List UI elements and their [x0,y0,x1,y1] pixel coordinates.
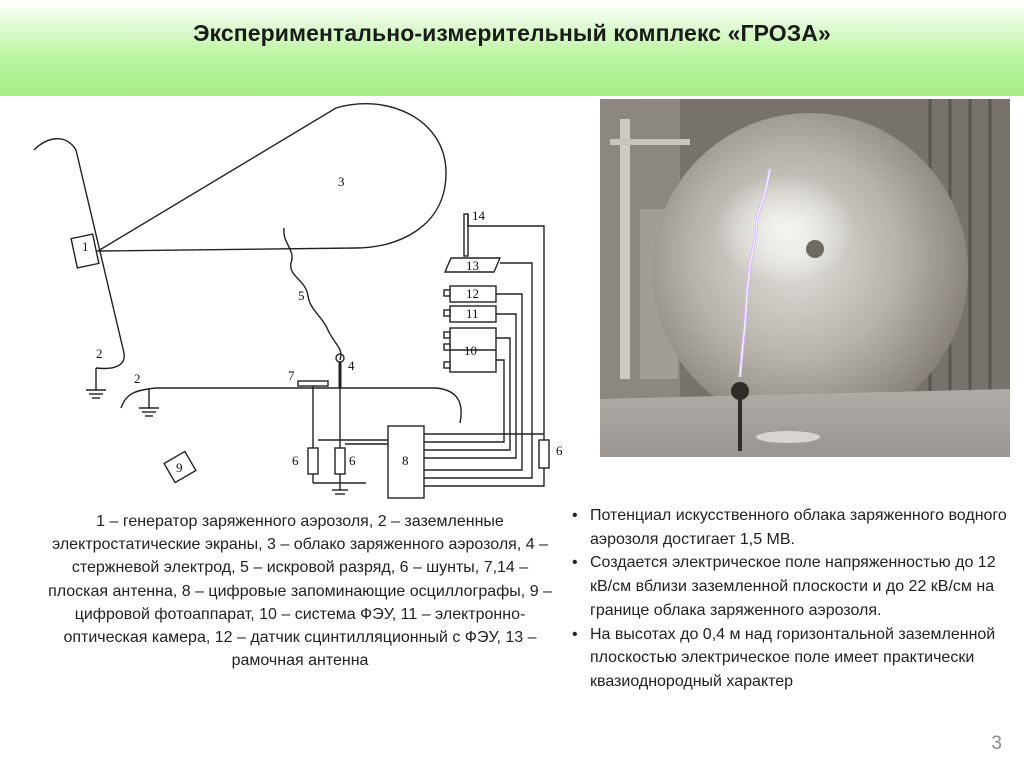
label-6-left: 6 [292,453,299,468]
label-7: 7 [288,368,295,383]
label-6-right: 6 [556,443,563,458]
label-8: 8 [402,453,409,468]
label-9: 9 [176,460,183,475]
installation-photo [600,99,1010,457]
bullet-marker: • [572,554,578,572]
bullet-item [572,623,1012,694]
page-number: 3 [991,733,1002,754]
bullet-item [572,551,1012,622]
flat-antenna [298,381,328,386]
label-4: 4 [348,358,355,373]
bullet-text: Создается электрическое поле напряженностью до 12 кВ/см вблизи заземленной плоскости и до 22 кВ/см на границе облака заряженного аэрозоля. [590,554,996,619]
label-11: 11 [466,306,479,321]
label-6-middle: 6 [349,453,356,468]
ground-plane [121,388,461,423]
setup-schematic-diagram [26,98,586,508]
slide-header [0,0,1024,96]
shunt-middle [335,448,345,474]
findings-bullet-list [572,504,1012,694]
bullet-text: На высотах до 0,4 м над горизонтальной заземленной плоскостью электрическое поле имеет практически квазиоднородный характер [590,625,996,690]
label-10: 10 [464,343,477,358]
label-1: 1 [82,239,89,254]
bullet-text: Потенциал искусственного облака заряженного водного аэрозоля достигает 1,5 МВ. [590,507,1007,548]
slide-title: Экспериментально-измерительный комплекс «ГРОЗА» [193,20,831,46]
label-13: 13 [466,258,479,273]
label-5: 5 [298,288,305,303]
bullet-marker: • [572,507,578,524]
bullet-marker: • [572,625,578,643]
aerosol-cloud [98,104,446,251]
shunt-right [539,440,549,468]
bullet-item [572,504,1012,551]
label-12: 12 [466,286,479,301]
label-2-plane: 2 [134,371,141,386]
label-14: 14 [472,208,485,223]
shunt-left [308,448,318,474]
diagram-legend-caption: 1 – генератор заряженного аэрозоля, 2 – заземленные электростатические экраны, 3 – облако заряженного аэрозоля, 4 – стержневой электрод, 5 – искровой разряд, 6 – шунты, 7,14 – плоская антенна, 8 – цифровые запоминающие осциллографы, 9 – цифровой фотоаппарат, 10 – система ФЭУ, 11 – электронно-оптическая камера, 12 – датчик сцинтилляционный с ФЭУ, 13 – рамочная антенна [48,513,552,670]
label-3: 3 [338,174,345,189]
label-2-screen: 2 [96,346,103,361]
